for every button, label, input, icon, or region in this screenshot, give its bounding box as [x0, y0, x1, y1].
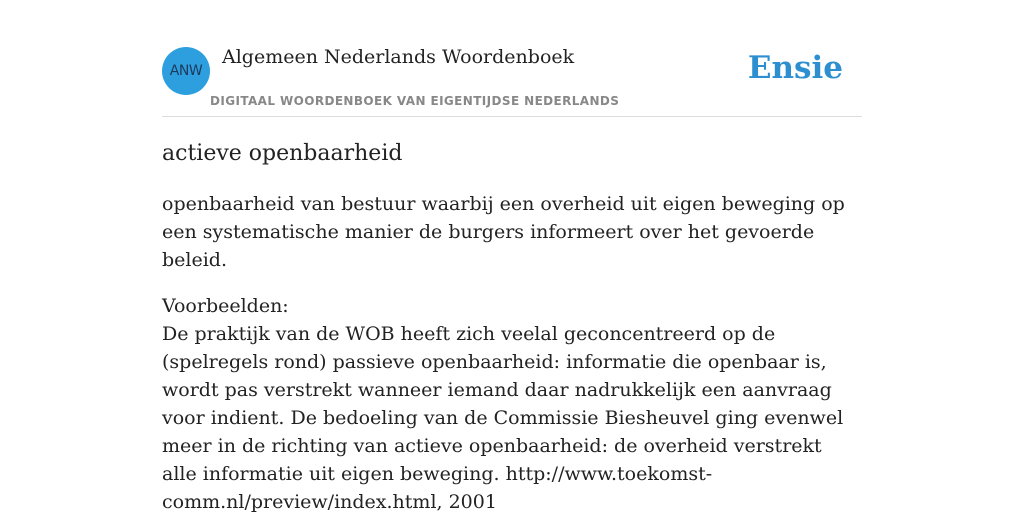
ensie-brand-logo[interactable]: Ensie: [747, 50, 843, 86]
anw-logo[interactable]: ANW: [162, 47, 210, 95]
site-subtitle: DIGITAAL WOORDENBOEK VAN EIGENTIJDSE NEDERLANDS: [210, 94, 620, 108]
examples-label: Voorbeelden:: [162, 295, 289, 317]
site-header: [162, 44, 862, 117]
example-text: De praktijk van de WOB heeft zich veelal geconcentreerd op de (spelregels rond) passieve openbaarheid: informatie die openbaar is, wordt pas verstrekt wanneer iemand daar nadrukkelijk een aanvraag voor indient. De bedoeling van de Commissie Biesheuvel ging evenwel meer in de richting van actieve openbaarheid: de overheid verstrekt alle informatie uit eigen beweging. http://www.toekomst-comm.nl/preview/index.html, 2001: [162, 323, 844, 512]
entry-content: [162, 138, 862, 512]
entry-headword: actieve openbaarheid: [162, 141, 403, 166]
site-title[interactable]: Algemeen Nederlands Woordenboek: [222, 46, 575, 68]
entry-definition: openbaarheid van bestuur waarbij een overheid uit eigen beweging op een systematische manier de burgers informeert over het gevoerde beleid.: [162, 193, 845, 271]
